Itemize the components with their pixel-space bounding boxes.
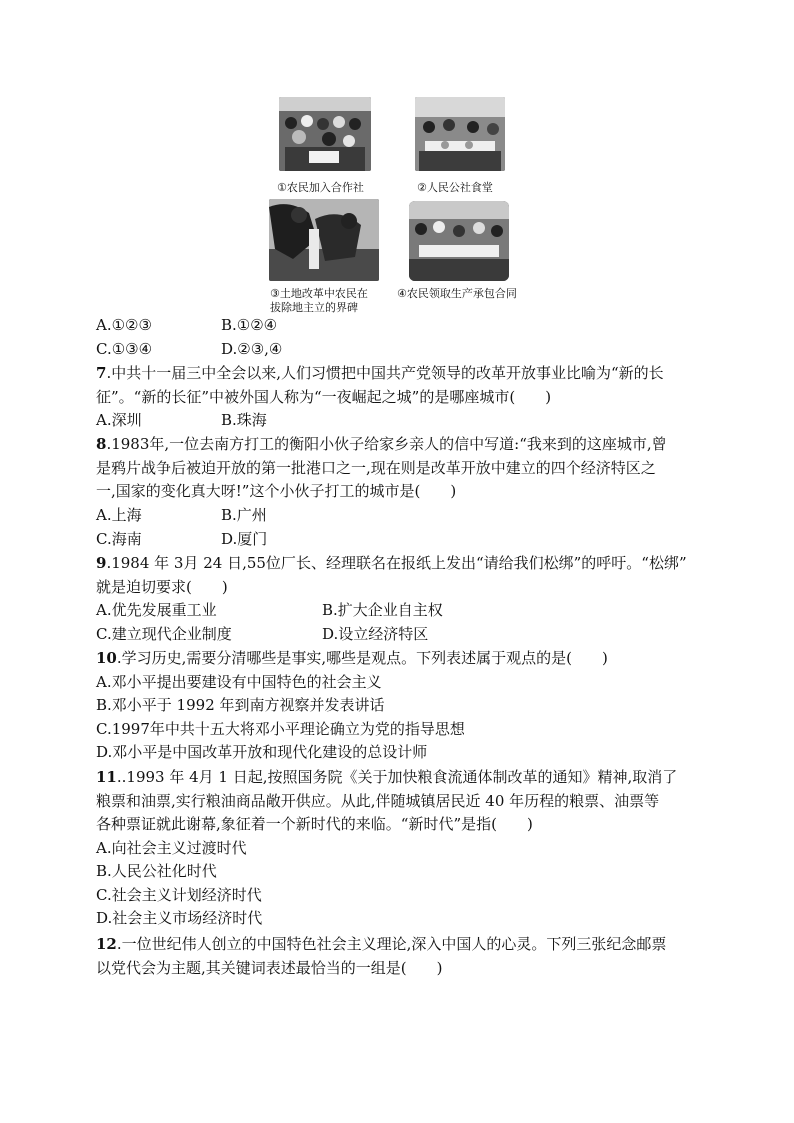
q9-options-row-2 [96,623,428,646]
q12-line-2: 以党代会为主题,其关键词表述最恰当的一组是( ) [96,958,443,977]
q8-options-row-1 [96,504,267,527]
q8-option-b: B.广州 [221,506,267,524]
q12-line-1 [96,933,666,957]
q7-options [96,409,267,432]
q11-number: 11 [96,768,117,786]
q6-option-a: A.①②③ [96,316,152,334]
question-11 [96,766,677,931]
photo-caption-2: ②人民公社食堂 [417,181,493,194]
q9-text-1: .1984 年 3月 24 日,55位厂长、经理联名在报纸上发出“请给我们松绑”的呼吁。“松绑” [106,554,687,572]
q8-line-1 [96,433,667,457]
q9-option-a: A.优先发展重工业 [96,601,217,619]
q10-text-1: .学习历史,需要分清哪些是事实,哪些是观点。下列表述属于观点的是( ) [116,649,608,667]
q8-options-row-2 [96,528,267,551]
q8-text-1: .1983年,一位去南方打工的衡阳小伙子给家乡亲人的信中写道:“我来到的这座城市,曾 [106,435,667,453]
question-10 [96,647,608,765]
q9-line-1 [96,552,687,576]
photo-canteen-image [415,97,505,171]
photo-crowd-image [279,97,371,171]
photo-caption-1: ①农民加入合作社 [277,181,364,194]
question-9 [96,552,687,599]
q7-line-2: 征”。“新的长征”中被外国人称为“一夜崛起之城”的是哪座城市( ) [96,387,552,406]
q7-option-b: B.珠海 [221,411,267,429]
photo-caption-3-line-2: 拔除地主立的界碑 [270,301,358,314]
q6-option-d: D.②③,④ [221,340,283,358]
photo-contract-image [409,201,509,281]
q8-option-c: C.海南 [96,530,142,548]
photo-caption-3-line-1: ③土地改革中农民在 [270,287,368,300]
q7-number: 7 [96,364,107,382]
question-7 [96,362,664,409]
q11-line-3: 各种票证就此谢幕,象征着一个新时代的来临。“新时代”是指( ) [96,815,533,833]
q9-option-c: C.建立现代企业制度 [96,625,232,643]
q11-option-d: D.社会主义市场经济时代 [96,909,263,927]
q6-option-c: C.①③④ [96,340,153,358]
q10-option-d: D.邓小平是中国改革开放和现代化建设的总设计师 [96,743,428,761]
q8-option-a: A.上海 [96,506,142,524]
q10-option-c: C.1997年中共十五大将邓小平理论确立为党的指导思想 [96,719,465,738]
photo-land-reform-boundary [269,199,379,281]
question-8 [96,433,667,504]
q9-line-2: 就是迫切要求( ) [96,577,228,596]
photo-farmers-join-cooperative [279,97,371,171]
q9-options-row-1 [96,599,443,622]
q10-option-a: A.邓小平提出要建设有中国特色的社会主义 [96,672,382,691]
q9-option-b: B.扩大企业自主权 [322,601,443,619]
photo-production-contract [409,201,509,281]
q8-option-d: D.厦门 [221,530,268,548]
q7-line-1 [96,362,664,386]
q11-line-2: 粮票和油票,实行粮油商品敞开供应。从此,伴随城镇居民近 40 年历程的粮票、油票等 [96,791,660,810]
q11-option-a: A.向社会主义过渡时代 [96,838,247,857]
q10-line-1 [96,647,608,671]
q7-option-a: A.深圳 [96,411,142,429]
q10-option-b: B.邓小平于 1992 年到南方视察并发表讲话 [96,696,385,714]
photo-land-reform-image [269,199,379,281]
question-12 [96,933,666,980]
q12-number: 12 [96,935,117,953]
q6-options-row-1 [96,314,277,337]
q10-number: 10 [96,649,117,667]
q7-text-1: .中共十一届三中全会以来,人们习惯把中国共产党领导的改革开放事业比喻为“新的长 [106,364,664,382]
q6-option-b: B.①②④ [221,316,278,334]
q8-number: 8 [96,435,107,453]
photo-caption-4: ④农民领取生产承包合同 [397,287,517,300]
q11-option-c: C.社会主义计划经济时代 [96,885,262,904]
q9-number: 9 [96,554,107,572]
q11-line-1 [96,766,677,790]
q6-options-row-2 [96,338,282,361]
q12-text-1: .一位世纪伟人创立的中国特色社会主义理论,深入中国人的心灵。下列三张纪念邮票 [116,935,667,953]
q11-option-b: B.人民公社化时代 [96,862,217,880]
q11-text-1: ..1993 年 4月 1 日起,按照国务院《关于加快粮食流通体制改革的通知》精神,取消了 [116,768,678,786]
q8-line-3: 一,国家的变化真大呀!”这个小伙子打工的城市是( ) [96,482,457,500]
q9-option-d: D.设立经济特区 [322,625,429,643]
photo-commune-canteen [415,97,505,171]
q8-line-2: 是鸦片战争后被迫开放的第一批港口之一,现在则是改革开放中建立的四个经济特区之 [96,458,656,477]
